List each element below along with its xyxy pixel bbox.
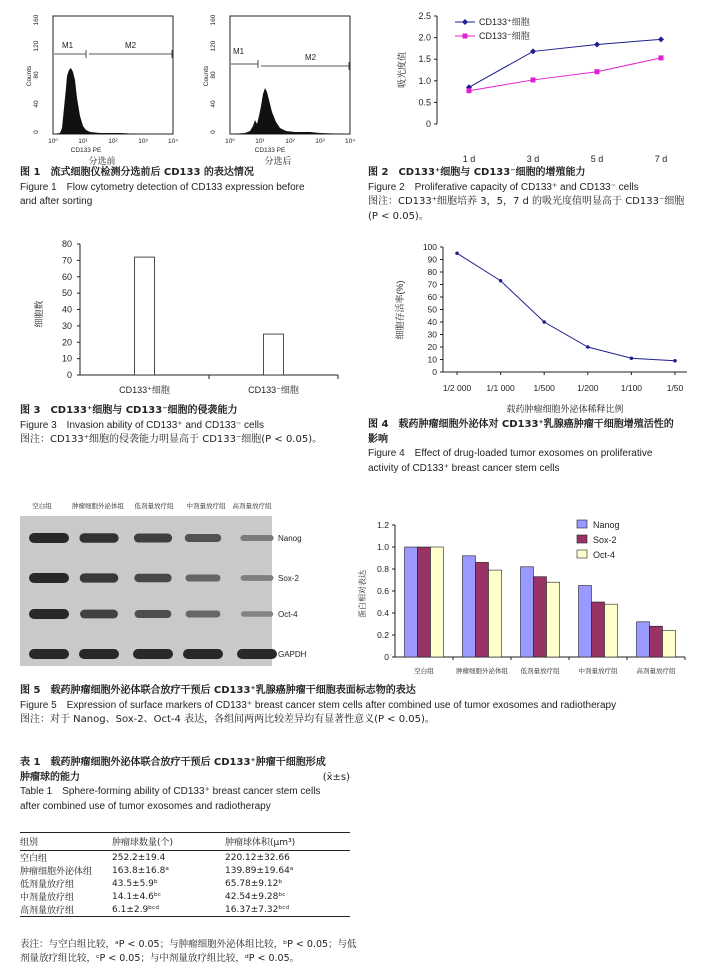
blot-band xyxy=(29,609,69,619)
blot-band xyxy=(29,533,69,543)
blot-lane-label: 肿瘤细胞外泌体组 xyxy=(72,503,124,510)
x-tick-label: CD133⁺细胞 xyxy=(119,385,170,395)
x-tick-label: 1/1 000 xyxy=(486,383,515,393)
fig1-right-xtick: 10⁴ xyxy=(344,138,356,145)
table-header: 肿瘤球数量(个) xyxy=(112,833,225,851)
y-tick-label: 20 xyxy=(427,342,437,352)
legend-marker xyxy=(462,19,468,25)
table-row xyxy=(20,903,350,917)
data-point xyxy=(630,356,634,360)
bar xyxy=(264,334,284,375)
fig1-left-m2: M2 xyxy=(125,41,137,50)
fig5-caption-cn: 图 5 载药肿瘤细胞外泌体联合放疗干预后 CD133⁺乳腺癌肿瘤干细胞表面标志物的表达 xyxy=(20,685,416,696)
y-tick-label: 0.2 xyxy=(377,630,389,640)
y-tick-label: 0 xyxy=(66,370,72,380)
x-tick-label: 3 d xyxy=(526,154,540,164)
fig1-left-histogram xyxy=(54,68,172,134)
x-tick-label: 7 d xyxy=(654,154,668,164)
bar-sox-2 xyxy=(650,626,663,657)
data-point xyxy=(467,88,472,93)
legend-label: Sox-2 xyxy=(593,535,617,545)
table-cell: 6.1±2.9ᵇᶜᵈ xyxy=(112,903,225,917)
x-tick-label: 高剂量放疗组 xyxy=(636,668,676,675)
table-cell: 中剂量放疗组 xyxy=(20,893,75,903)
series-line-0 xyxy=(469,39,661,87)
fig3-caption-en: Figure 3 Invasion ability of CD133⁺ and CD133⁻ cells xyxy=(20,419,265,431)
table-cell: 139.89±19.64ᵃ xyxy=(225,865,294,876)
fig1-right-histogram xyxy=(231,88,349,134)
blot-band xyxy=(135,610,172,618)
data-point xyxy=(586,345,590,349)
blot-row-label: Oct-4 xyxy=(278,610,298,619)
y-tick-label: 10 xyxy=(427,354,437,365)
x-tick-label: CD133⁻细胞 xyxy=(248,385,299,395)
bar-oct-4 xyxy=(431,547,444,657)
bar-nanog xyxy=(579,586,592,658)
y-tick-label: 2.5 xyxy=(418,11,431,21)
y-tick-label: 0.6 xyxy=(377,586,389,596)
y-tick-label: 20 xyxy=(61,337,72,348)
blot-band xyxy=(29,649,69,659)
fig1-caption-en-2: and after sorting xyxy=(20,196,93,207)
fig4-caption-en-1: Figure 4 Effect of drug-loaded tumor exosomes on proliferative xyxy=(368,448,653,459)
table-cell: 空白组 xyxy=(20,854,48,864)
bar xyxy=(135,257,155,375)
fig4-line-chart xyxy=(375,238,710,418)
blot-band xyxy=(134,534,172,543)
fig2-line-chart xyxy=(375,4,710,164)
fig2-note-1: 图注：CD133⁺细胞培养 3，5，7 d 的吸光度值明显高于 CD133⁻细胞 xyxy=(368,196,685,207)
bar-nanog xyxy=(463,556,476,657)
table-row xyxy=(20,877,350,890)
y-tick-label: 50 xyxy=(427,304,437,315)
table-cell: 14.1±4.6ᵇᶜ xyxy=(112,891,162,902)
fig1-left-xlabel: CD133 PE xyxy=(70,147,102,154)
table-row xyxy=(20,890,350,903)
y-tick-label: 0 xyxy=(432,367,437,377)
data-point xyxy=(455,251,459,255)
y-tick-label: 0.5 xyxy=(418,97,431,108)
fig1-left-m1: M1 xyxy=(62,41,74,50)
y-tick-label: 80 xyxy=(427,267,437,277)
blot-band xyxy=(186,575,221,582)
fig1-left-panel xyxy=(26,14,178,166)
fig5-grouped-bar-chart xyxy=(355,514,700,679)
table-cell: 高剂量放疗组 xyxy=(20,903,112,917)
y-tick-label: 1.0 xyxy=(418,75,431,86)
series-line-1 xyxy=(469,58,661,91)
blot-band xyxy=(133,649,173,659)
table1-note-2: 剂量放疗组比较，ᶜP < 0.05；与中剂量放疗组比较，ᵈP < 0.05。 xyxy=(20,953,300,964)
fig1-flow-cytometry xyxy=(20,8,360,168)
blot-band xyxy=(241,611,273,616)
bar-nanog xyxy=(405,547,418,657)
fig1-right-xtick: 10² xyxy=(285,138,295,145)
y-tick-label: 30 xyxy=(427,329,437,340)
fig1-right-ytick: 80 xyxy=(210,71,217,79)
fig1-right-xtick: 10⁰ xyxy=(225,138,235,145)
table-row xyxy=(20,851,350,865)
table-cell: 65.78±9.12ᵇ xyxy=(225,878,283,889)
fig1-right-sub: 分选后 xyxy=(264,156,292,166)
y-tick-label: 70 xyxy=(61,255,72,266)
y-tick-label: 30 xyxy=(61,320,72,331)
fig1-right-xtick: 10¹ xyxy=(255,138,265,145)
fig2-note-2: (P < 0.05)。 xyxy=(368,210,429,222)
data-point xyxy=(595,69,600,74)
bar-nanog xyxy=(521,567,534,657)
fig1-right-ytick: 40 xyxy=(210,100,217,108)
blot-band xyxy=(80,610,118,619)
blot-band xyxy=(134,574,171,582)
y-axis-label: 细胞存活率(%) xyxy=(395,280,405,340)
blot-band xyxy=(240,535,273,541)
y-tick-label: 0 xyxy=(425,119,431,129)
fig1-left-sub: 分选前 xyxy=(88,156,116,166)
table1-title-en-2: after combined use of tumor exosomes and radiotherapy xyxy=(20,800,271,812)
y-tick-label: 60 xyxy=(61,271,72,282)
bar-sox-2 xyxy=(418,547,431,657)
blot-band xyxy=(79,533,118,543)
fig3-note: 图注：CD133⁺细胞的侵袭能力明显高于 CD133⁻细胞(P < 0.05)。 xyxy=(20,434,323,445)
data-point xyxy=(659,55,664,60)
fig5-caption-en: Figure 5 Expression of surface markers of CD133⁺ breast cancer stem cells after combined use of tumor exosomes and radiotherapy xyxy=(20,699,617,711)
fig1-right-xtick: 10³ xyxy=(315,138,325,145)
y-tick-label: 1.0 xyxy=(377,542,389,552)
y-tick-label: 1.5 xyxy=(418,54,431,65)
fig1-right-xlabel: CD133 PE xyxy=(254,147,286,154)
y-axis-label: 吸光度值 xyxy=(397,51,407,89)
fig4-caption-cn-2: 影响 xyxy=(368,433,388,445)
fig1-left-ytick: 0 xyxy=(33,130,40,134)
data-point xyxy=(531,77,536,82)
legend-swatch xyxy=(577,520,587,528)
y-tick-label: 100 xyxy=(422,242,437,252)
y-tick-label: 40 xyxy=(61,304,72,315)
blot-lane-label: 中剂量放疗组 xyxy=(186,503,226,510)
x-tick-label: 1/200 xyxy=(577,383,599,393)
blot-band xyxy=(80,573,119,582)
y-tick-label: 40 xyxy=(427,317,437,327)
table1 xyxy=(20,832,350,917)
fig1-left-xtick: 10⁰ xyxy=(48,138,58,145)
fig1-caption-en-1: Figure 1 Flow cytometry detection of CD133 expression before xyxy=(20,181,305,193)
data-point xyxy=(499,279,503,283)
y-axis-label: 蛋白相对表达 xyxy=(358,570,367,618)
table-row xyxy=(20,864,350,877)
data-point xyxy=(542,320,546,324)
y-tick-label: 90 xyxy=(427,254,437,265)
fig1-left-ytick: 80 xyxy=(33,71,40,79)
blot-lane-label: 低剂量放疗组 xyxy=(134,503,174,510)
y-tick-label: 1.2 xyxy=(377,520,389,530)
y-tick-label: 0.4 xyxy=(377,608,389,618)
fig1-left-xtick: 10² xyxy=(108,138,118,145)
x-tick-label: 5 d xyxy=(590,154,604,164)
y-tick-label: 50 xyxy=(61,288,72,299)
data-point xyxy=(658,36,664,42)
blot-band xyxy=(183,649,223,659)
blot-band xyxy=(241,575,274,581)
fig1-left-xtick: 10³ xyxy=(138,138,148,145)
x-tick-label: 肿瘤细胞外泌体组 xyxy=(456,668,508,675)
table-cell: 252.2±19.4 xyxy=(112,852,166,863)
fig5-note: 图注：对于 Nanog、Sox-2、Oct-4 表达，各组间两两比较差异均有显著性意义(P < 0.05)。 xyxy=(20,714,435,725)
fig1-left-ytick: 40 xyxy=(33,100,40,108)
series-line xyxy=(457,253,675,361)
table1-title-en-1: Table 1 Sphere-forming ability of CD133⁺ breast cancer stem cells xyxy=(20,786,321,797)
x-tick-label: 1/50 xyxy=(666,383,684,393)
blot-band xyxy=(186,611,221,618)
y-tick-label: 60 xyxy=(427,292,437,302)
fig1-right-panel xyxy=(203,14,355,166)
fig5-western-blot xyxy=(20,496,360,668)
table1-unit: (x̄±s) xyxy=(322,771,350,783)
legend-label: Nanog xyxy=(593,520,620,530)
fig1-left-ytick: 120 xyxy=(33,40,40,52)
table-cell: 肿瘤细胞外泌体组 xyxy=(20,867,93,877)
table-header-row xyxy=(20,833,350,851)
fig1-right-ytick: 160 xyxy=(210,14,217,26)
y-tick-label: 2.0 xyxy=(418,32,431,43)
x-axis-label: 载药肿瘤细胞外泌体稀释比例 xyxy=(506,404,624,414)
fig1-right-ytick: 120 xyxy=(210,40,217,52)
blot-row-label: GAPDH xyxy=(278,650,307,659)
fig1-right-m1: M1 xyxy=(233,47,245,56)
fig3-bar-chart xyxy=(20,236,350,401)
table-cell: 163.8±16.8ᵃ xyxy=(112,865,169,876)
table-cell: 低剂量放疗组 xyxy=(20,880,75,890)
table1-title-1: 表 1 载药肿瘤细胞外泌体联合放疗干预后 CD133⁺肿瘤干细胞形成 xyxy=(20,757,326,768)
y-tick-label: 80 xyxy=(61,239,72,249)
x-tick-label: 中剂量放疗组 xyxy=(578,668,618,675)
blot-band xyxy=(237,649,277,659)
blot-row-label: Sox-2 xyxy=(278,574,299,583)
fig2-caption-en: Figure 2 Proliferative capacity of CD133⁺ and CD133⁻ cells xyxy=(368,181,639,193)
bar-oct-4 xyxy=(663,631,676,657)
table1-title-2: 肿瘤球的能力 xyxy=(20,771,80,783)
x-tick-label: 1/100 xyxy=(620,383,643,393)
y-axis-label: 细胞数 xyxy=(34,300,44,328)
data-point xyxy=(530,48,536,54)
legend-label: CD133⁺细胞 xyxy=(479,17,530,27)
fig3-caption-cn: 图 3 CD133⁺细胞与 CD133⁻细胞的侵袭能力 xyxy=(20,405,238,416)
bar-oct-4 xyxy=(605,604,618,657)
blot-band xyxy=(79,649,119,659)
x-tick-label: 1 d xyxy=(462,154,476,164)
fig2-caption-cn: 图 2 CD133⁺细胞与 CD133⁻细胞的增殖能力 xyxy=(368,167,586,178)
fig1-caption-cn: 图 1 流式细胞仪检测分选前后 CD133 的表达情况 xyxy=(20,167,254,178)
y-tick-label: 0 xyxy=(384,652,389,662)
x-tick-label: 1/500 xyxy=(533,383,555,393)
y-tick-label: 0.8 xyxy=(377,564,389,574)
fig1-right-m2: M2 xyxy=(305,53,317,62)
blot-band xyxy=(185,534,222,542)
fig4-caption-en-2: activity of CD133⁺ breast cancer stem cells xyxy=(368,462,560,474)
x-tick-label: 1/2 000 xyxy=(442,383,472,393)
fig1-left-ylabel: Counts xyxy=(26,65,33,87)
table-cell: 42.54±9.28ᵇᶜ xyxy=(225,891,286,902)
table-header: 组别 xyxy=(20,833,112,851)
bar-sox-2 xyxy=(476,562,489,657)
table1-note-1: 表注：与空白组比较，ᵃP < 0.05；与肿瘤细胞外泌体组比较，ᵇP < 0.05；与低 xyxy=(20,939,357,950)
table-cell: 43.5±5.9ᵇ xyxy=(112,878,158,889)
fig4-caption-cn-1: 图 4 载药肿瘤细胞外泌体对 CD133⁺乳腺癌肿瘤干细胞增殖活性的 xyxy=(368,419,674,430)
table-cell: 220.12±32.66 xyxy=(225,852,290,863)
y-tick-label: 70 xyxy=(427,279,437,290)
legend-marker xyxy=(463,34,468,39)
bar-nanog xyxy=(637,622,650,657)
bar-sox-2 xyxy=(592,602,605,657)
x-tick-label: 低剂量放疗组 xyxy=(520,668,560,675)
legend-swatch xyxy=(577,535,587,543)
blot-row-label: Nanog xyxy=(278,534,302,543)
blot-lane-label: 高剂量放疗组 xyxy=(232,503,272,510)
table-header: 肿瘤球体积(μm³) xyxy=(225,833,350,851)
fig1-right-ylabel: Counts xyxy=(203,65,210,87)
legend-label: Oct-4 xyxy=(593,550,616,560)
fig1-left-xtick: 10¹ xyxy=(78,138,88,145)
blot-lane-label: 空白组 xyxy=(32,503,52,510)
fig1-left-xtick: 10⁴ xyxy=(167,138,179,145)
table-cell: 16.37±7.32ᵇᶜᵈ xyxy=(225,903,350,917)
bar-sox-2 xyxy=(534,577,547,657)
legend-swatch xyxy=(577,550,587,558)
fig1-left-ytick: 160 xyxy=(33,14,40,26)
x-tick-label: 空白组 xyxy=(414,668,434,675)
fig1-right-ytick: 0 xyxy=(210,130,217,134)
legend-label: CD133⁻细胞 xyxy=(479,31,530,41)
data-point xyxy=(594,42,600,48)
bar-oct-4 xyxy=(489,570,502,657)
blot-band xyxy=(29,573,69,583)
data-point xyxy=(673,359,677,363)
y-tick-label: 10 xyxy=(61,353,72,364)
bar-oct-4 xyxy=(547,582,560,657)
